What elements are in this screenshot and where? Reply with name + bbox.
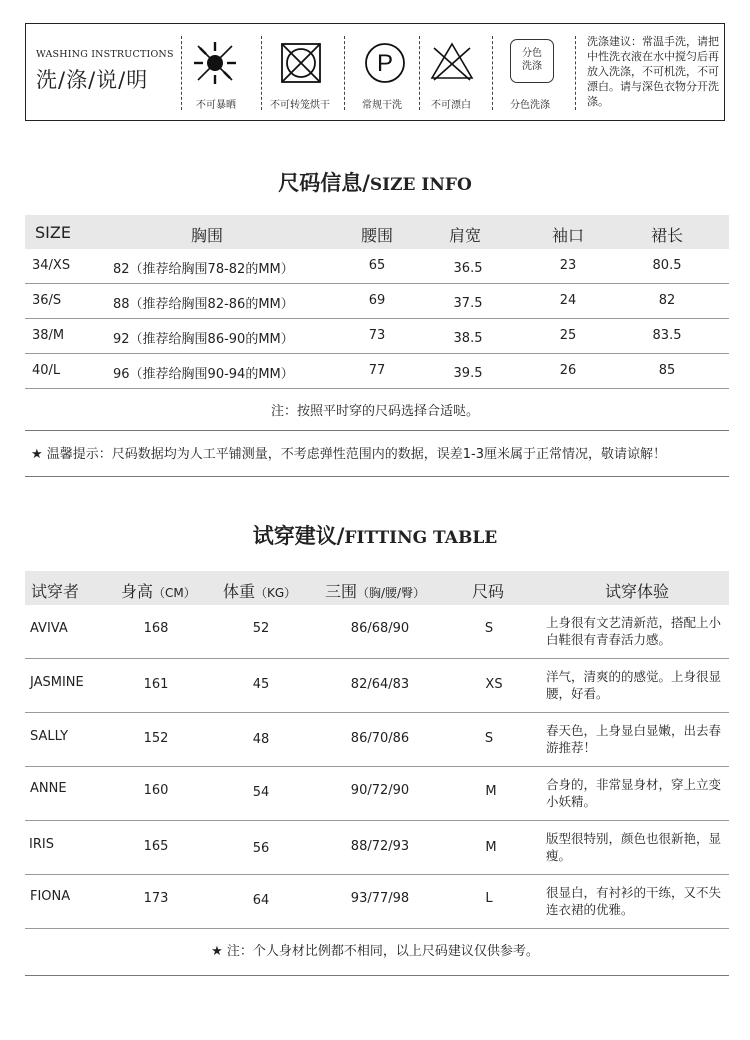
cell-experience: 洋气，清爽的的感觉。上身很显腰，好看。 <box>546 669 722 701</box>
header-tester-main: 试穿者 <box>31 582 80 601</box>
size-info-title <box>0 167 750 197</box>
no-tumble-dry-icon <box>276 38 326 88</box>
cell-bust: 96（推荐给胸围90-94的MM） <box>113 367 294 382</box>
table-row <box>25 875 729 929</box>
table-row <box>25 354 729 389</box>
fitting-title <box>0 520 750 550</box>
cell-bust: 92（推荐给胸围86-90的MM） <box>113 332 294 347</box>
separate-wash-box-text: 分色 洗涤 <box>522 48 542 72</box>
header-tester <box>31 579 79 602</box>
header-measurements-unit: （胸/腰/臀） <box>357 586 426 600</box>
cell-measurements: 86/70/86 <box>350 731 410 746</box>
cell-cuff: 23 <box>559 258 577 273</box>
cell-weight: 54 <box>252 785 270 800</box>
divider <box>419 36 420 110</box>
cell-height: 160 <box>143 783 169 798</box>
cell-experience: 上身很有文艺清新范，搭配上小白鞋很有青春活力感。 <box>546 615 722 647</box>
cell-fit-size: L <box>485 891 493 906</box>
size-info-title-cn: 尺码信息/ <box>278 171 370 195</box>
cell-weight: 56 <box>252 841 270 856</box>
cell-bust: 82（推荐给胸围78-82的MM） <box>113 262 294 277</box>
separate-wash-icon <box>510 39 554 83</box>
cell-cuff: 26 <box>559 363 577 378</box>
divider <box>25 975 729 976</box>
cell-measurements: 82/64/83 <box>350 677 410 692</box>
fitting-table <box>25 571 729 929</box>
no-bleach-icon <box>427 38 477 88</box>
cell-measurements: 88/72/93 <box>350 839 410 854</box>
cell-experience: 很显白，有衬衫的干练，又不失连衣裙的优雅。 <box>546 885 722 917</box>
cell-fit-size: XS <box>485 677 503 692</box>
table-row <box>25 605 729 659</box>
header-shoulder: 肩宽 <box>448 226 482 245</box>
header-height-main: 身高 <box>121 582 154 601</box>
washing-advice: 洗涤建议：常温手洗，请把中性洗衣液在水中搅匀后再放入洗涤，不可机洗，不可漂白。请与深色衣物分开洗涤。 <box>587 35 719 108</box>
dry-clean-p-icon <box>360 38 410 88</box>
cell-measurements: 86/68/90 <box>350 621 410 636</box>
cell-height: 165 <box>143 839 169 854</box>
header-experience <box>605 579 669 602</box>
cell-tester: JASMINE <box>30 675 84 690</box>
cell-height: 152 <box>143 731 169 746</box>
size-tip: ★ 温馨提示：尺码数据均为人工平铺测量，不考虑弹性范围内的数据，误差1-3厘米属于正常情况，敬请谅解！ <box>31 447 667 462</box>
cell-size: 36/S <box>32 293 62 308</box>
divider <box>261 36 262 110</box>
header-weight-main: 体重 <box>223 582 256 601</box>
fitting-table-header <box>25 571 729 605</box>
cell-shoulder: 37.5 <box>453 296 483 311</box>
cell-weight: 45 <box>252 677 270 692</box>
cell-length: 85 <box>658 363 676 378</box>
cell-length: 82 <box>658 293 676 308</box>
no-tumble-dry-label: 不可转笼烘干 <box>270 100 330 111</box>
size-info-title-en: SIZE INFO <box>369 175 472 195</box>
no-sun-icon <box>190 38 240 88</box>
header-weight <box>223 579 296 602</box>
divider <box>492 36 493 110</box>
header-cuff: 袖口 <box>551 226 585 245</box>
header-fit-size <box>472 579 504 602</box>
fitting-title-en: FITTING TABLE <box>344 528 498 548</box>
header-measurements <box>325 579 425 602</box>
header-experience-main: 试穿体验 <box>604 582 670 601</box>
size-table <box>25 215 729 389</box>
cell-shoulder: 36.5 <box>453 261 483 276</box>
cell-tester: FIONA <box>30 889 71 904</box>
header-fit-size-main: 尺码 <box>471 582 505 601</box>
fitting-note: ★ 注：个人身材比例都不相同，以上尺码建议仅供参考。 <box>211 944 539 959</box>
cell-cuff: 25 <box>559 328 577 343</box>
no-sun-label: 不可暴晒 <box>196 100 236 111</box>
cell-measurements: 93/77/98 <box>350 891 410 906</box>
cell-fit-size: S <box>484 731 494 746</box>
svg-text:P: P <box>376 50 394 77</box>
header-measurements-main: 三围 <box>325 582 358 601</box>
cell-shoulder: 39.5 <box>453 366 483 381</box>
cell-waist: 73 <box>368 328 386 343</box>
cell-tester: IRIS <box>29 837 54 852</box>
cell-size: 34/XS <box>32 258 71 273</box>
table-row <box>25 319 729 354</box>
divider <box>25 430 729 431</box>
table-row <box>25 767 729 821</box>
cell-waist: 65 <box>368 258 386 273</box>
cell-bust: 88（推荐给胸围82-86的MM） <box>113 297 294 312</box>
divider <box>344 36 345 110</box>
cell-height: 173 <box>143 891 169 906</box>
separate-wash-label: 分色洗涤 <box>510 100 550 111</box>
header-waist: 腰围 <box>360 226 394 245</box>
washing-instructions-box <box>25 23 725 121</box>
divider <box>181 36 182 110</box>
cell-tester: ANNE <box>30 781 67 796</box>
cell-tester: SALLY <box>30 729 69 744</box>
cell-experience: 版型很特别，颜色也很新艳，显瘦。 <box>546 831 722 863</box>
cell-weight: 52 <box>252 621 270 636</box>
header-size: SIZE <box>35 223 71 242</box>
cell-waist: 77 <box>368 363 386 378</box>
no-bleach-label: 不可漂白 <box>431 100 471 111</box>
header-bust: 胸围 <box>190 226 224 245</box>
washing-title-cn: 洗/涤/说/明 <box>36 68 149 92</box>
cell-fit-size: M <box>485 784 497 799</box>
header-height <box>121 579 196 602</box>
washing-title-en: WASHING INSTRUCTIONS <box>36 49 174 60</box>
cell-experience: 合身的，非常显身材，穿上立变小妖精。 <box>546 777 722 809</box>
dry-clean-label: 常规干洗 <box>362 100 402 111</box>
cell-size: 40/L <box>32 363 61 378</box>
cell-waist: 69 <box>368 293 386 308</box>
cell-tester: AVIVA <box>30 621 68 636</box>
table-row <box>25 659 729 713</box>
header-weight-unit: （KG） <box>255 586 297 600</box>
header-length: 裙长 <box>650 226 684 245</box>
size-note: 注：按照平时穿的尺码选择合适哒。 <box>270 404 479 419</box>
cell-length: 80.5 <box>652 258 682 273</box>
cell-cuff: 24 <box>559 293 577 308</box>
cell-height: 168 <box>143 621 169 636</box>
table-row <box>25 249 729 284</box>
fitting-title-cn: 试穿建议/ <box>252 524 345 548</box>
cell-measurements: 90/72/90 <box>350 783 410 798</box>
cell-size: 38/M <box>32 328 65 343</box>
cell-fit-size: M <box>485 840 497 855</box>
header-height-unit: （CM） <box>153 586 196 600</box>
table-row <box>25 284 729 319</box>
cell-weight: 64 <box>252 893 270 908</box>
table-row <box>25 713 729 767</box>
divider <box>575 36 576 110</box>
cell-fit-size: S <box>484 621 494 636</box>
cell-experience: 春天色，上身显白显嫩，出去春游推荐！ <box>546 723 722 755</box>
cell-length: 83.5 <box>652 328 682 343</box>
size-table-header <box>25 215 729 249</box>
cell-shoulder: 38.5 <box>453 331 483 346</box>
cell-height: 161 <box>143 677 169 692</box>
cell-weight: 48 <box>252 732 270 747</box>
table-row <box>25 821 729 875</box>
divider <box>25 476 729 477</box>
